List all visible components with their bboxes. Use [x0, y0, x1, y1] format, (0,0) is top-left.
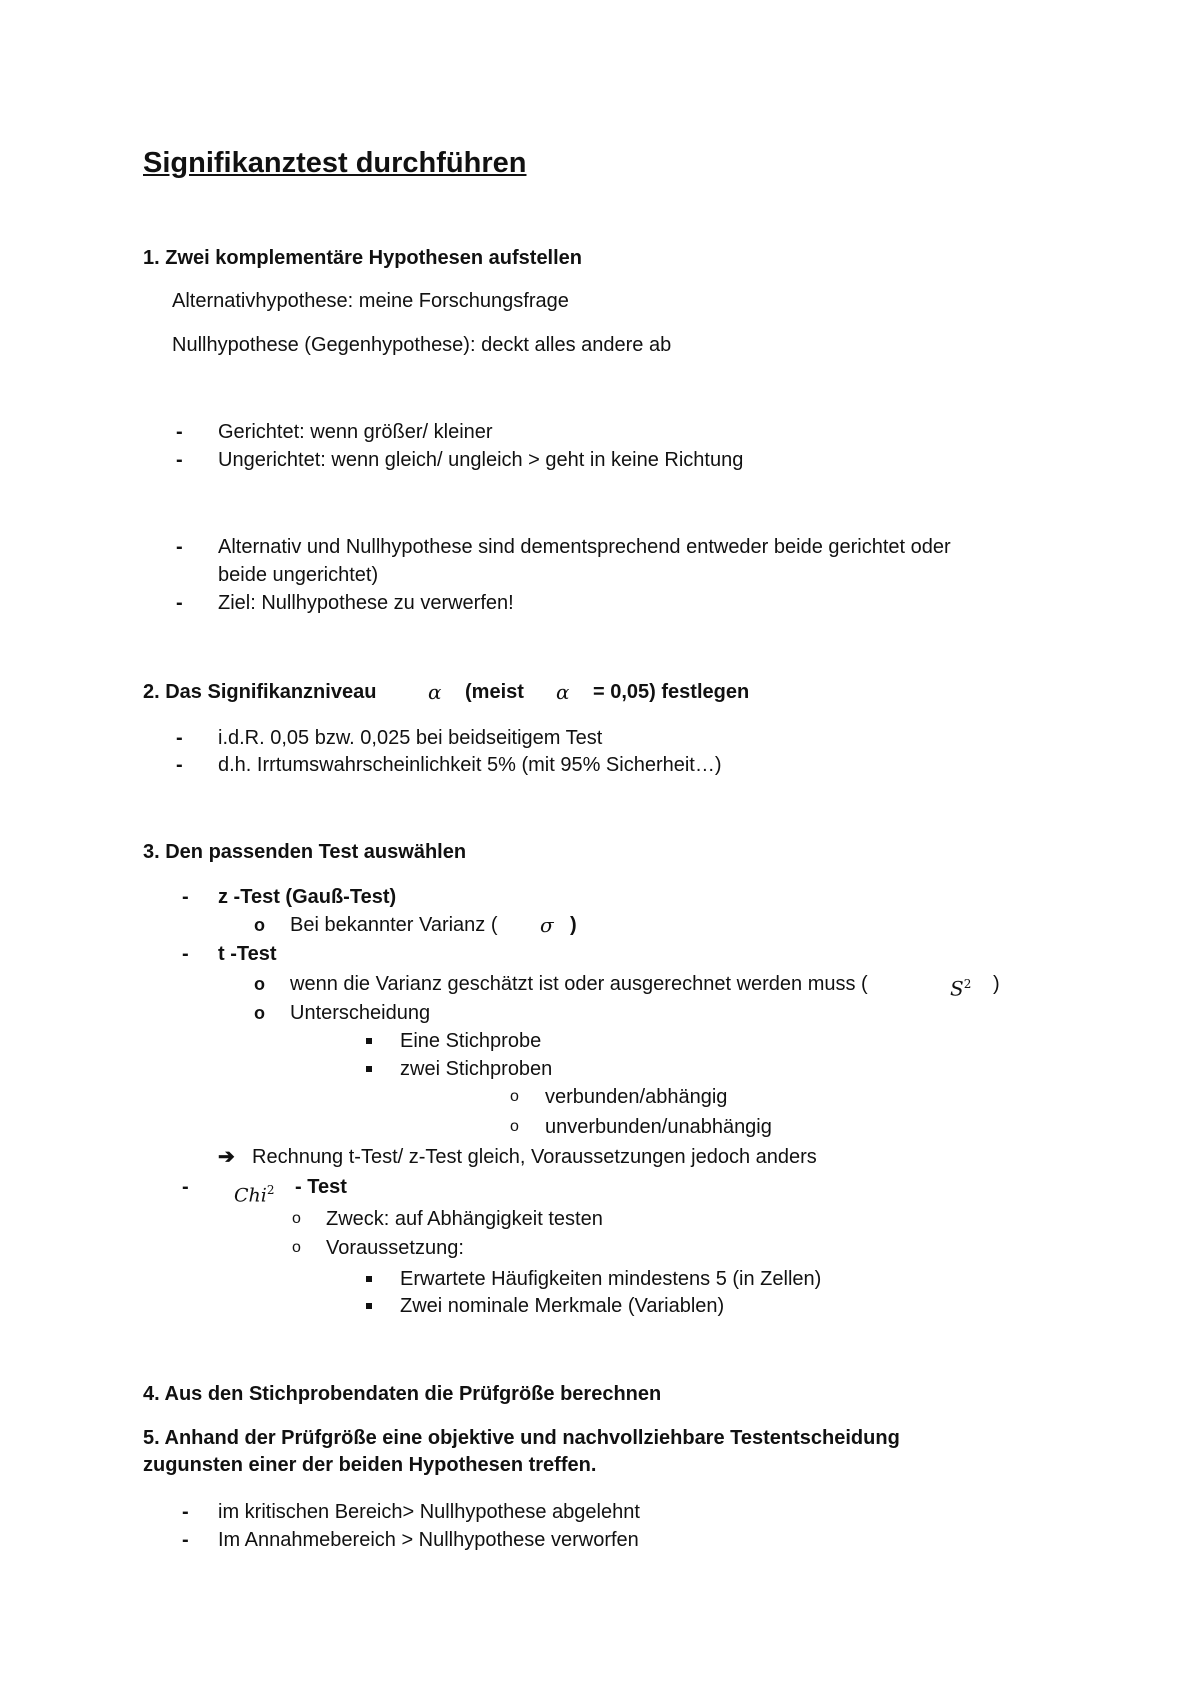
dash-bullet: -: [182, 1529, 189, 1551]
list-item: wenn die Varianz geschätzt ist oder ausgerechnet werden muss (: [290, 973, 868, 995]
sigma-symbol: σ: [540, 913, 554, 937]
circle-bullet: o: [292, 1239, 301, 1256]
section-4-heading: 4. Aus den Stichprobendaten die Prüfgröße berechnen: [143, 1383, 662, 1405]
section-2-heading-part: 2. Das Signifikanzniveau: [143, 681, 377, 703]
list-item: Rechnung t-Test/ z-Test gleich, Voraussetzungen jedoch anders: [252, 1146, 817, 1168]
list-item: Zwei nominale Merkmale (Variablen): [400, 1295, 725, 1317]
list-item: Bei bekannter Varianz (: [290, 914, 498, 936]
dash-bullet: -: [176, 421, 183, 443]
dash-bullet: -: [182, 886, 189, 908]
squared-exponent: 2: [266, 1183, 275, 1197]
closing-paren: ): [570, 914, 577, 936]
square-bullet: [366, 1276, 372, 1282]
squared-exponent: 2: [963, 977, 972, 991]
section-2-heading-part: = 0,05) festlegen: [593, 681, 750, 703]
square-bullet: [366, 1066, 372, 1072]
dash-bullet: -: [182, 1501, 189, 1523]
page-title: Signifikanztest durchführen: [143, 147, 527, 179]
chi-test-label: - Test: [295, 1176, 347, 1198]
circle-bullet: o: [254, 915, 265, 935]
list-item: d.h. Irrtumswahrscheinlichkeit 5% (mit 95% Sicherheit…): [218, 754, 722, 776]
dash-bullet: -: [176, 727, 183, 749]
dash-bullet: -: [176, 592, 183, 614]
t-test-label: t -Test: [218, 943, 277, 965]
z-test-label: z -Test (Gauß-Test): [218, 886, 397, 908]
circle-bullet: o: [254, 974, 265, 994]
null-hypothesis-text: Nullhypothese (Gegenhypothese): deckt alles andere ab: [172, 334, 672, 356]
list-item-continuation: beide ungerichtet): [218, 564, 379, 586]
list-item: Voraussetzung:: [326, 1237, 464, 1259]
list-item: Ungerichtet: wenn gleich/ ungleich > geht in keine Richtung: [218, 449, 744, 471]
alpha-symbol: α: [428, 680, 442, 704]
chi-symbol: Chi: [234, 1184, 267, 1207]
list-item: unverbunden/unabhängig: [545, 1116, 772, 1138]
s-squared-symbol: [950, 972, 971, 1001]
alternative-hypothesis-text: Alternativhypothese: meine Forschungsfrage: [172, 290, 569, 312]
list-item: Alternativ und Nullhypothese sind dementsprechend entweder beide gerichtet oder: [218, 536, 951, 558]
dash-bullet: -: [176, 536, 183, 558]
list-item: Eine Stichprobe: [400, 1030, 542, 1052]
dash-bullet: -: [182, 1176, 189, 1198]
chi-squared-symbol: [234, 1178, 275, 1207]
dash-bullet: -: [176, 754, 183, 776]
square-bullet: [366, 1303, 372, 1309]
section-2-heading-part: (meist: [465, 681, 524, 703]
list-item: i.d.R. 0,05 bzw. 0,025 bei beidseitigem Test: [218, 727, 603, 749]
alpha-symbol: α: [556, 680, 570, 704]
section-5-heading-continuation: zugunsten einer der beiden Hypothesen treffen.: [143, 1454, 597, 1476]
section-5-heading: 5. Anhand der Prüfgröße eine objektive und nachvollziehbare Testentscheidung: [143, 1427, 900, 1449]
closing-paren: ): [993, 973, 1000, 995]
list-item: Zweck: auf Abhängigkeit testen: [326, 1208, 603, 1230]
list-item: Unterscheidung: [290, 1002, 431, 1024]
circle-bullet: o: [510, 1088, 519, 1105]
square-bullet: [366, 1038, 372, 1044]
list-item: Erwartete Häufigkeiten mindestens 5 (in Zellen): [400, 1268, 822, 1290]
arrow-right-icon: ➔: [218, 1146, 235, 1168]
dash-bullet: -: [182, 943, 189, 965]
s-symbol: S: [950, 976, 964, 1001]
list-item: verbunden/abhängig: [545, 1086, 728, 1108]
list-item: Im Annahmebereich > Nullhypothese verworfen: [218, 1529, 639, 1551]
section-1-heading: 1. Zwei komplementäre Hypothesen aufstellen: [143, 247, 583, 269]
list-item: zwei Stichproben: [400, 1058, 553, 1080]
circle-bullet: o: [254, 1003, 265, 1023]
circle-bullet: o: [510, 1118, 519, 1135]
dash-bullet: -: [176, 449, 183, 471]
list-item: im kritischen Bereich> Nullhypothese abgelehnt: [218, 1501, 640, 1523]
circle-bullet: o: [292, 1210, 301, 1227]
list-item: Ziel: Nullhypothese zu verwerfen!: [218, 592, 514, 614]
list-item: Gerichtet: wenn größer/ kleiner: [218, 421, 493, 443]
section-3-heading: 3. Den passenden Test auswählen: [143, 841, 467, 863]
